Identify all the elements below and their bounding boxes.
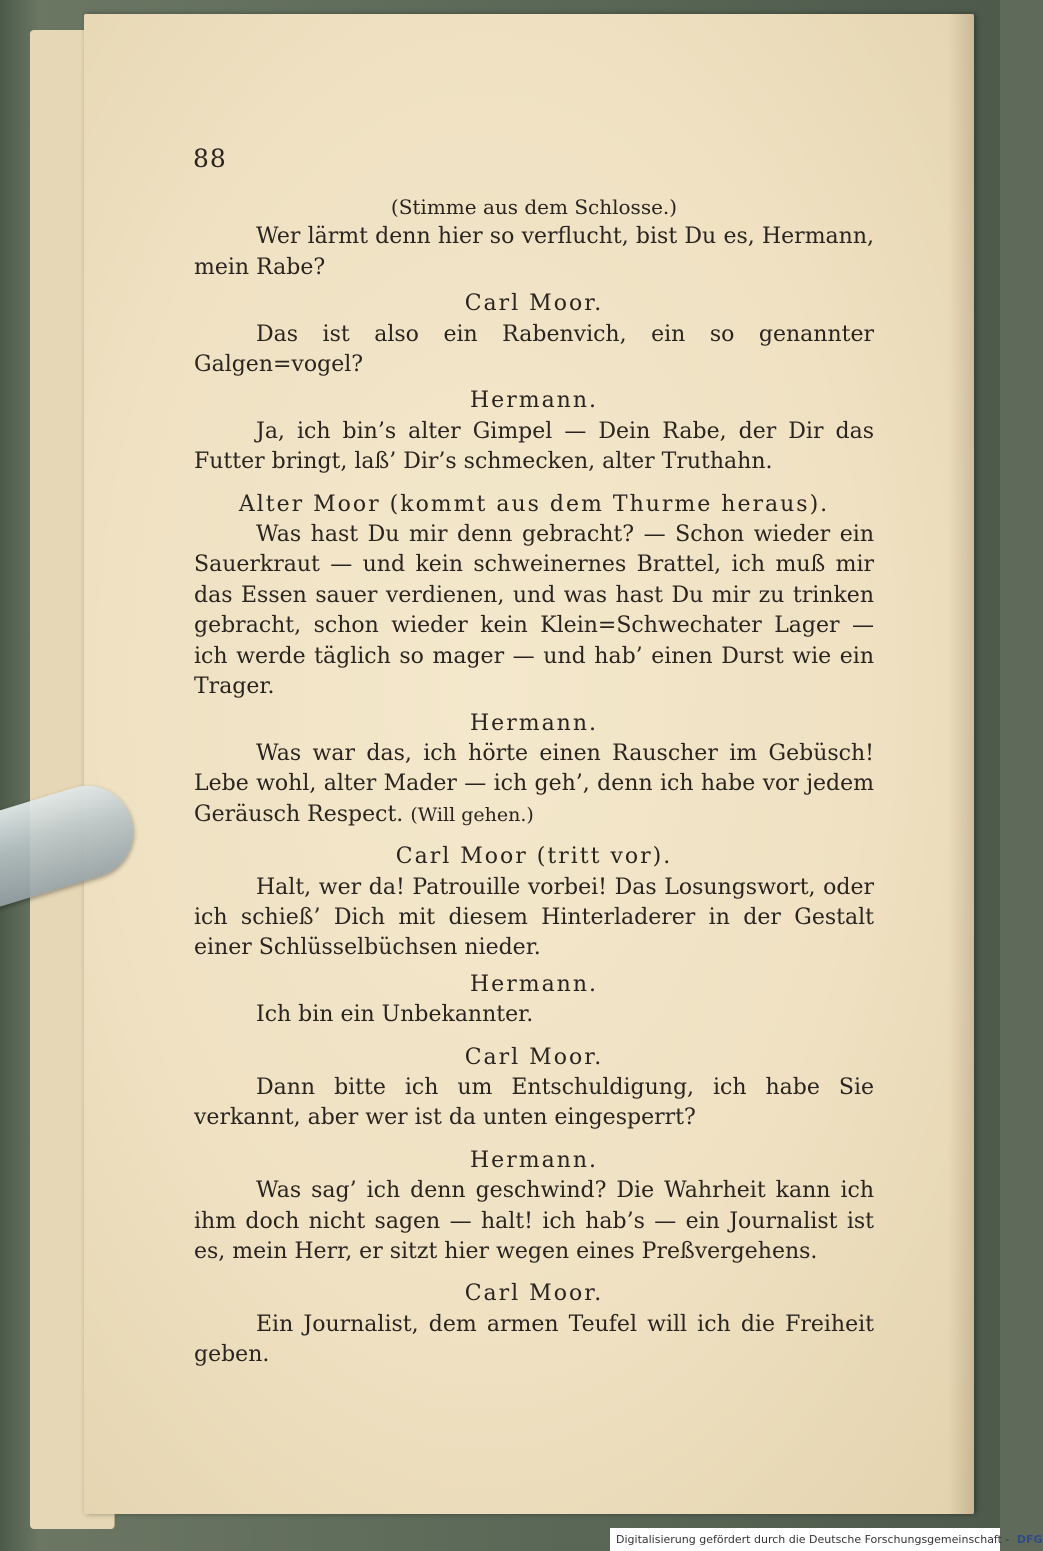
- speech-line: Was sag’ ich denn geschwind? Die Wahrheit kann ich ihm doch nicht sagen — halt! ich hab’s — ein Journalist ist es, mein Herr, er sitzt hier wegen eines Preßvergehens.: [194, 1178, 874, 1264]
- speaker-name: Hermann.: [469, 710, 599, 736]
- stage-direction: (Will gehen.): [410, 803, 534, 826]
- play-text: [194, 192, 874, 1377]
- speech-text: Was war das, ich hörte einen Rauscher im Gebüsch! Lebe wohl, alter Mader — ich geh’, denn ich habe vor jedem Geräusch Respect.: [194, 740, 874, 827]
- speech-line: Ich bin ein Unbekannter.: [256, 1002, 534, 1028]
- speaker-name: Hermann.: [469, 1147, 599, 1173]
- speech-line: Wer lärmt denn hier so verflucht, bist Du es, Hermann, mein Rabe?: [194, 224, 874, 280]
- stage-direction: (Stimme aus dem Schlosse.): [390, 195, 678, 219]
- speech-line: Was hast Du mir denn gebracht? — Schon wieder ein Sauerkraut — und kein schweinernes Brattel, ich muß mir das Essen sauer verdienen, und was hast Du mir zu trinken gebracht, schon wieder kein Klein=Schwechater Lager — ich werde täglich so mager — und hab’ einen Durst wie ein Trager.: [194, 522, 874, 700]
- speaker-name: Carl Moor (tritt vor).: [395, 844, 673, 870]
- page-gutter-shadow: [948, 14, 974, 1514]
- speaker-name: Hermann.: [469, 388, 599, 414]
- speaker-name: Hermann.: [469, 971, 599, 997]
- digitization-footer: [610, 1528, 1043, 1551]
- speaker-name: Carl Moor.: [464, 291, 604, 317]
- speech-line: Das ist also ein Rabenvich, ein so genannter Galgen=vogel?: [194, 321, 874, 378]
- speech-line: [194, 739, 874, 830]
- dfg-logo: DFG: [1016, 1533, 1043, 1546]
- page-number: 88: [193, 144, 227, 173]
- speaker-name: Carl Moor.: [464, 1044, 604, 1070]
- speech-line: Ein Journalist, dem armen Teufel will ich die Freiheit geben.: [194, 1311, 874, 1368]
- speech-line: Halt, wer da! Patrouille vorbei! Das Losungswort, oder ich schieß’ Dich mit diesem Hinterladerer in der Gestalt einer Schlüsselbüchsen nieder.: [194, 874, 874, 961]
- footer-credit: Digitalisierung gefördert durch die Deutsche Forschungsgemeinschaft -: [616, 1533, 1010, 1546]
- speaker-name: Alter Moor (kommt aus dem Thurme heraus).: [238, 491, 830, 517]
- speaker-name: Carl Moor.: [464, 1281, 604, 1307]
- speech-line: Dann bitte ich um Entschuldigung, ich habe Sie verkannt, aber wer ist da unten eingesperrt?: [194, 1074, 874, 1131]
- speech-line: Ja, ich bin’s alter Gimpel — Dein Rabe, der Dir das Futter bringt, laß’ Dir’s schmecken, alter Truthahn.: [194, 418, 874, 475]
